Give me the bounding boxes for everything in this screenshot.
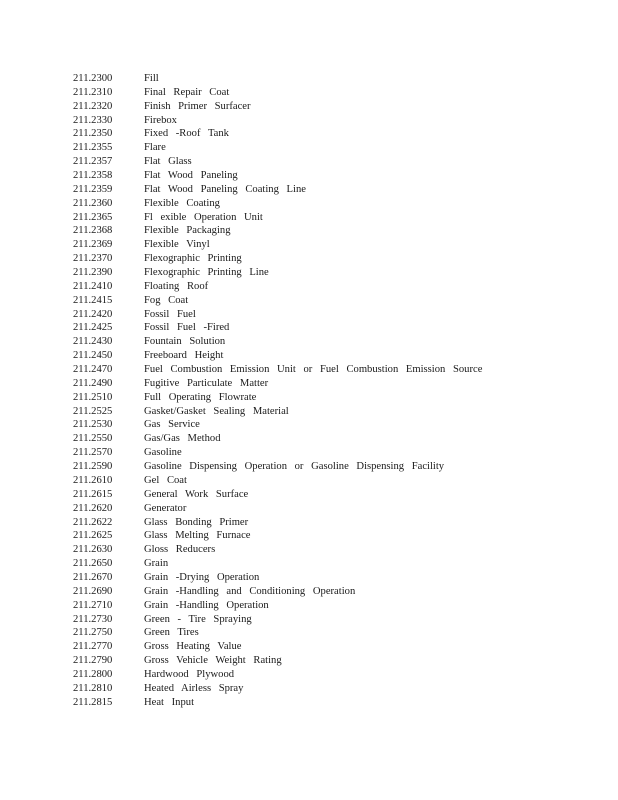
defined-term: Flexible Coating	[144, 197, 220, 209]
section-number: 211.2610	[73, 474, 113, 486]
list-item	[73, 613, 593, 627]
defined-term: Flexographic Printing Line	[144, 267, 269, 279]
list-item	[73, 197, 593, 211]
section-number: 211.2490	[73, 377, 113, 389]
defined-term: Floating Roof	[144, 280, 209, 292]
section-number: 211.2800	[73, 668, 113, 680]
section-number: 211.2630	[73, 544, 113, 556]
section-number: 211.2622	[73, 516, 113, 528]
list-item	[73, 335, 593, 349]
section-number: 211.2365	[73, 211, 113, 223]
list-item	[73, 516, 593, 530]
defined-term: Fixed -Roof Tank	[144, 128, 229, 140]
list-item	[73, 418, 593, 432]
defined-term: Gasoline Dispensing Operation or Gasoline Dispensing Facility	[144, 461, 445, 473]
defined-term: Flexible Vinyl	[144, 239, 210, 251]
section-number: 211.2615	[73, 488, 113, 500]
defined-term: Firebox	[144, 114, 177, 126]
list-item	[73, 696, 593, 710]
list-item	[73, 280, 593, 294]
defined-term: Flat Wood Paneling Coating Line	[144, 183, 306, 195]
section-number: 211.2359	[73, 183, 113, 195]
section-number: 211.2525	[73, 405, 113, 417]
section-number: 211.2625	[73, 530, 113, 542]
section-number: 211.2470	[73, 364, 113, 376]
list-item	[73, 72, 593, 86]
list-item	[73, 321, 593, 335]
list-item	[73, 474, 593, 488]
defined-term: Glass Melting Furnace	[144, 530, 251, 542]
defined-term: Gross Vehicle Weight Rating	[144, 655, 282, 667]
list-item	[73, 557, 593, 571]
list-item	[73, 391, 593, 405]
defined-term: Gasoline	[144, 447, 182, 459]
section-number: 211.2570	[73, 447, 113, 459]
list-item	[73, 585, 593, 599]
section-number: 211.2355	[73, 142, 113, 154]
list-item	[73, 363, 593, 377]
defined-term: Flare	[144, 142, 166, 154]
section-number: 211.2425	[73, 322, 113, 334]
defined-term: Gloss Reducers	[144, 544, 216, 556]
section-number: 211.2790	[73, 655, 113, 667]
section-number: 211.2530	[73, 419, 113, 431]
defined-term: Freeboard Height	[144, 350, 224, 362]
definition-index-list	[73, 72, 593, 710]
list-item	[73, 405, 593, 419]
defined-term: Grain -Drying Operation	[144, 571, 260, 583]
list-item	[73, 377, 593, 391]
section-number: 211.2620	[73, 502, 113, 514]
list-item	[73, 432, 593, 446]
defined-term: Grain -Handling Operation	[144, 599, 269, 611]
defined-term: Gel Coat	[144, 474, 187, 486]
defined-term: Heat Input	[144, 696, 195, 708]
section-number: 211.2810	[73, 682, 113, 694]
defined-term: Gross Heating Value	[144, 641, 242, 653]
defined-term: Fuel Combustion Emission Unit or Fuel Combustion Emission Source	[144, 364, 483, 376]
section-number: 211.2670	[73, 571, 113, 583]
section-number: 211.2730	[73, 613, 113, 625]
list-item	[73, 502, 593, 516]
list-item	[73, 169, 593, 183]
list-item	[73, 155, 593, 169]
list-item	[73, 238, 593, 252]
list-item	[73, 266, 593, 280]
list-item	[73, 488, 593, 502]
defined-term: Flexographic Printing	[144, 253, 242, 265]
list-item	[73, 308, 593, 322]
defined-term: Flat Wood Paneling	[144, 170, 238, 182]
section-number: 211.2770	[73, 641, 113, 653]
list-item	[73, 252, 593, 266]
section-number: 211.2368	[73, 225, 113, 237]
section-number: 211.2410	[73, 280, 113, 292]
list-item	[73, 349, 593, 363]
list-item	[73, 211, 593, 225]
defined-term: Final Repair Coat	[144, 86, 230, 98]
section-number: 211.2550	[73, 433, 113, 445]
defined-term: Hardwood Plywood	[144, 668, 235, 680]
defined-term: Glass Bonding Primer	[144, 516, 249, 528]
list-item	[73, 529, 593, 543]
defined-term: Generator	[144, 502, 187, 514]
defined-term: Fog Coat	[144, 294, 189, 306]
section-number: 211.2430	[73, 336, 113, 348]
section-number: 211.2300	[73, 73, 113, 84]
section-number: 211.2310	[73, 86, 113, 98]
list-item	[73, 141, 593, 155]
list-item	[73, 543, 593, 557]
section-number: 211.2390	[73, 267, 113, 279]
list-item	[73, 183, 593, 197]
section-number: 211.2710	[73, 599, 113, 611]
list-item	[73, 668, 593, 682]
list-item	[73, 114, 593, 128]
section-number: 211.2690	[73, 585, 113, 597]
list-item	[73, 224, 593, 238]
list-item	[73, 626, 593, 640]
list-item	[73, 446, 593, 460]
defined-term: Grain	[144, 558, 169, 570]
section-number: 211.2815	[73, 696, 113, 708]
section-number: 211.2420	[73, 308, 113, 320]
list-item	[73, 682, 593, 696]
defined-term: Gas Service	[144, 419, 200, 431]
defined-term: Fossil Fuel	[144, 308, 196, 320]
list-item	[73, 460, 593, 474]
section-number: 211.2320	[73, 100, 113, 112]
defined-term: Flat Glass	[144, 156, 192, 168]
defined-term: Flexible Packaging	[144, 225, 231, 237]
list-item	[73, 654, 593, 668]
defined-term: Gas/Gas Method	[144, 433, 221, 445]
list-item	[73, 86, 593, 100]
list-item	[73, 294, 593, 308]
section-number: 211.2357	[73, 156, 113, 168]
list-item	[73, 100, 593, 114]
list-item	[73, 127, 593, 141]
defined-term: Full Operating Flowrate	[144, 391, 257, 403]
section-number: 211.2650	[73, 558, 113, 570]
defined-term: General Work Surface	[144, 488, 249, 500]
section-number: 211.2415	[73, 294, 113, 306]
defined-term: Green Tires	[144, 627, 199, 639]
defined-term: Heated Airless Spray	[144, 682, 244, 694]
defined-term: Gasket/Gasket Sealing Material	[144, 405, 289, 417]
defined-term: Grain -Handling and Conditioning Operation	[144, 585, 356, 597]
defined-term: Fl exible Operation Unit	[144, 211, 263, 223]
section-number: 211.2360	[73, 197, 113, 209]
defined-term: Fugitive Particulate Matter	[144, 377, 269, 389]
defined-term: Fountain Solution	[144, 336, 226, 348]
list-item	[73, 571, 593, 585]
section-number: 211.2750	[73, 627, 113, 639]
section-number: 211.2369	[73, 239, 113, 251]
defined-term: Green - Tire Spraying	[144, 613, 252, 625]
section-number: 211.2370	[73, 253, 113, 265]
section-number: 211.2450	[73, 350, 113, 362]
defined-term: Fill	[144, 73, 159, 84]
section-number: 211.2510	[73, 391, 113, 403]
section-number: 211.2358	[73, 170, 113, 182]
list-item	[73, 640, 593, 654]
section-number: 211.2330	[73, 114, 113, 126]
defined-term: Fossil Fuel -Fired	[144, 322, 230, 334]
section-number: 211.2350	[73, 128, 113, 140]
list-item	[73, 599, 593, 613]
section-number: 211.2590	[73, 461, 113, 473]
defined-term: Finish Primer Surfacer	[144, 100, 251, 112]
